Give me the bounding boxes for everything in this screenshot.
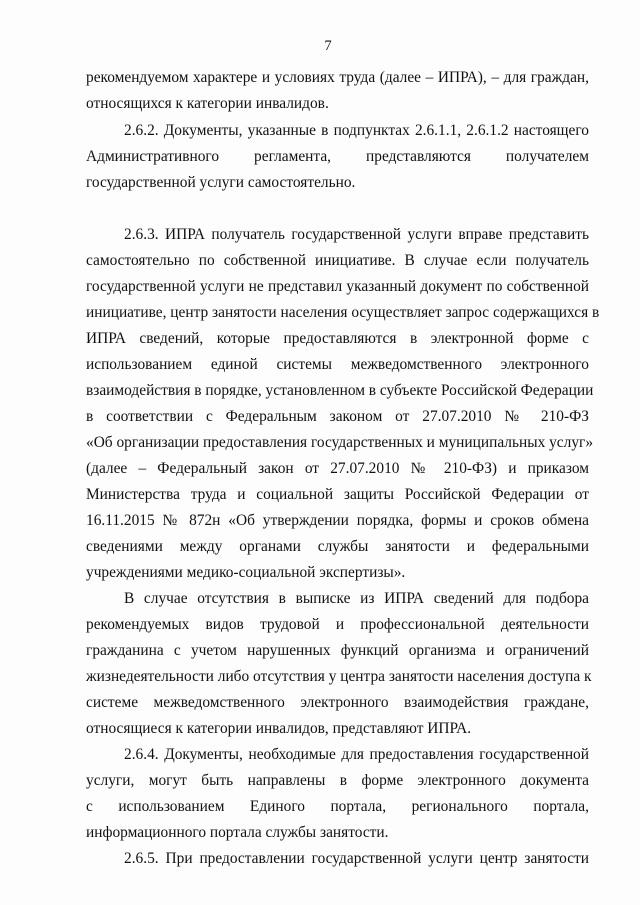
text-line: информационного портала службы занятости. xyxy=(86,824,389,841)
page-number: 7 xyxy=(324,38,332,54)
text-line: инициативе, центр занятости населения осуществляет запрос содержащихся в xyxy=(86,304,600,321)
text-line: самостоятельно по собственной инициативе. В случае если получатель xyxy=(86,252,589,269)
text-line: использованием единой системы межведомственного электронного xyxy=(86,356,589,373)
text-line: жизнедеятельности либо отсутствия у центра занятости населения доступа к xyxy=(86,668,592,685)
text-line: государственной услуги не представил указанный документ по собственной xyxy=(86,278,589,295)
text-line: 16.11.2015 № 872н «Об утверждении порядка, формы и сроков обмена xyxy=(86,512,589,529)
text-line: взаимодействия в порядке, установленном в субъекте Российской Федерации xyxy=(86,382,594,399)
text-line: Министерства труда и социальной защиты Российской Федерации от xyxy=(86,486,589,503)
text-line: В случае отсутствия в выписке из ИПРА сведений для подбора xyxy=(124,590,589,607)
text-line: рекомендуемых видов трудовой и профессиональной деятельности xyxy=(86,616,589,633)
text-line: «Об организации предоставления государственных и муниципальных услуг» xyxy=(86,434,594,451)
text-line: гражданина с учетом нарушенных функций организма и ограничений xyxy=(86,642,589,659)
text-line: системе межведомственного электронного взаимодействия граждане, xyxy=(86,694,589,711)
text-line: с использованием Единого портала, регионального портала, xyxy=(86,798,589,815)
text-line: услуги, могут быть направлены в форме электронного документа xyxy=(86,772,589,789)
text-line: относящихся к категории инвалидов. xyxy=(86,95,329,112)
text-line: 2.6.3. ИПРА получатель государственной услуги вправе представить xyxy=(124,226,589,243)
text-line: учреждениями медико-социальной экспертизы». xyxy=(86,564,406,581)
text-line: 2.6.2. Документы, указанные в подпунктах 2.6.1.1, 2.6.1.2 настоящего xyxy=(124,122,589,139)
text-line: государственной услуги самостоятельно. xyxy=(86,174,356,191)
text-line: рекомендуемом характере и условиях труда (далее – ИПРА), – для граждан, xyxy=(86,69,589,86)
text-line: ИПРА сведений, которые предоставляются в электронной форме с xyxy=(86,330,589,347)
text-line: (далее – Федеральный закон от 27.07.2010 № 210-ФЗ) и приказом xyxy=(86,460,589,477)
text-line: сведениями между органами службы занятости и федеральными xyxy=(86,538,589,555)
text-line: относящиеся к категории инвалидов, представляют ИПРА. xyxy=(86,720,472,737)
text-line: в соответствии с Федеральным законом от 27.07.2010 № 210-ФЗ xyxy=(86,408,589,425)
text-line: 2.6.4. Документы, необходимые для предоставления государственной xyxy=(124,746,589,763)
text-line: 2.6.5. При предоставлении государственной услуги центр занятости xyxy=(124,850,589,867)
text-line: Административного регламента, представляются получателем xyxy=(86,148,589,165)
